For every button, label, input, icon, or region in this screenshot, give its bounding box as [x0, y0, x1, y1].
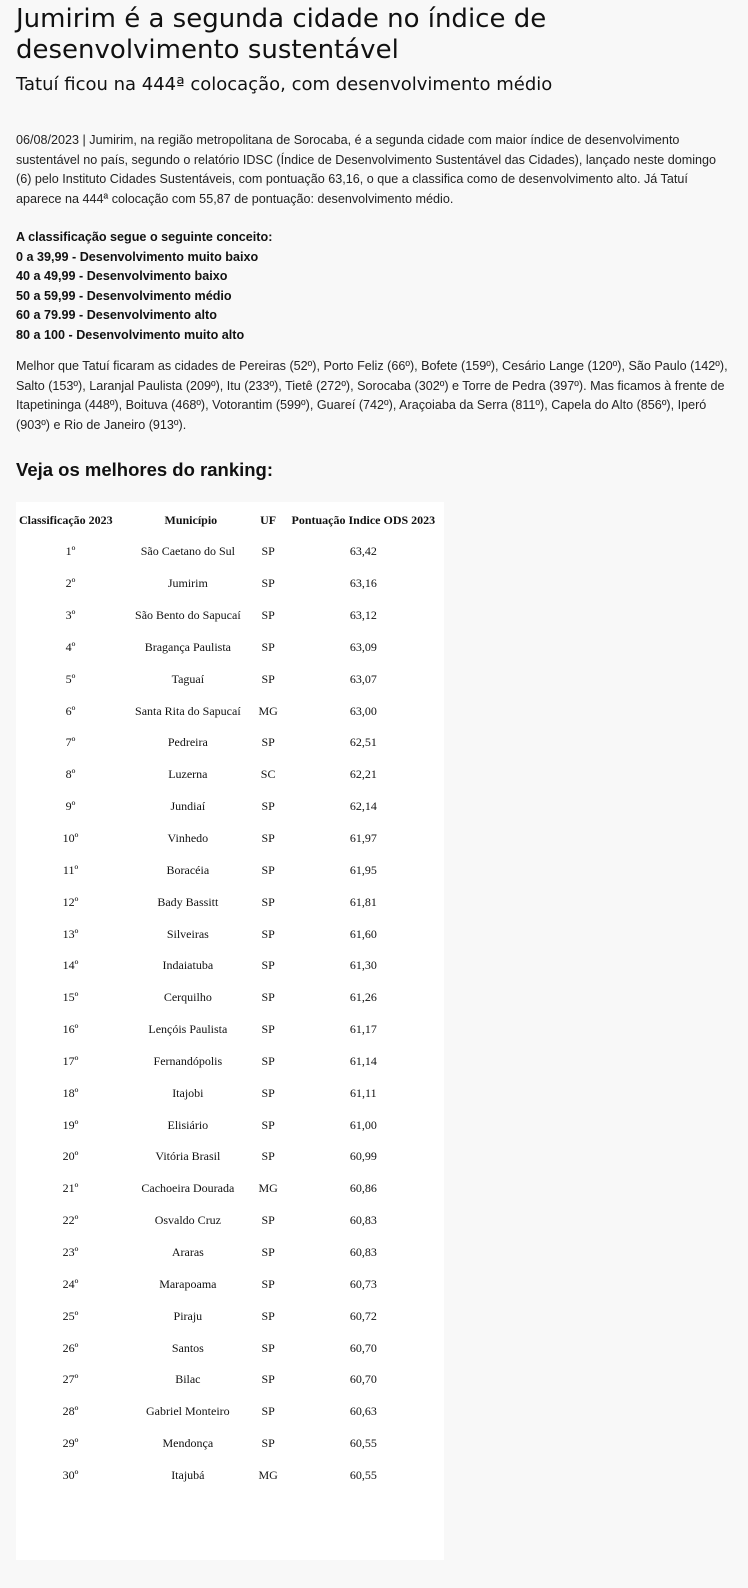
cell-score: 61,95 [349, 862, 377, 877]
table-row [19, 1205, 444, 1237]
cell-uf: MG [258, 1181, 278, 1196]
cell-municipio: Gabriel Monteiro [146, 1404, 230, 1419]
cell-score: 60,86 [349, 1181, 377, 1196]
cell-municipio: Lençóis Paulista [148, 1022, 228, 1037]
cell-score: 63,16 [349, 576, 377, 591]
cell-uf: SC [260, 767, 276, 782]
cell-rank: 30º [62, 1467, 79, 1482]
cell-uf: SP [261, 1022, 275, 1037]
classification-list [16, 228, 730, 345]
cell-rank: 8º [65, 767, 76, 782]
cell-uf: SP [261, 926, 275, 941]
cell-rank: 28º [62, 1404, 79, 1419]
cell-uf: SP [261, 799, 275, 814]
table-row [19, 982, 444, 1014]
cell-uf: SP [261, 990, 275, 1005]
cell-uf: SP [261, 1117, 275, 1132]
cell-municipio: Vitória Brasil [155, 1149, 221, 1164]
cell-score: 60,99 [349, 1149, 377, 1164]
cell-municipio: Bragança Paulista [144, 639, 231, 654]
cell-rank: 11º [62, 862, 79, 877]
cell-score: 60,83 [349, 1213, 377, 1228]
cell-municipio: Piraju [173, 1308, 203, 1323]
article-subtitle: Tatuí ficou na 444ª colocação, com desenvolvimento médio [16, 74, 553, 95]
cell-score: 61,17 [349, 1022, 377, 1037]
ranking-title: Veja os melhores do ranking: [16, 459, 274, 480]
table-row [19, 791, 444, 823]
cell-score: 60,55 [349, 1467, 377, 1482]
header-uf: UF [260, 512, 277, 527]
cell-rank: 13º [62, 926, 79, 941]
classification-item: 40 a 49,99 - Desenvolvimento baixo [16, 269, 228, 283]
cell-score: 63,09 [349, 639, 377, 654]
cell-uf: SP [261, 1436, 275, 1451]
header-classificacao: Classificação 2023 [19, 512, 113, 527]
table-row [19, 950, 444, 982]
cell-score: 62,14 [349, 799, 377, 814]
cell-rank: 17º [62, 1053, 79, 1068]
cell-uf: SP [261, 1404, 275, 1419]
classification-heading: A classificação segue o seguinte conceito: [16, 230, 273, 244]
cell-score: 62,21 [349, 767, 377, 782]
cell-rank: 19º [62, 1117, 79, 1132]
table-row [19, 823, 444, 855]
table-row [19, 536, 444, 568]
cell-municipio: Indaiatuba [162, 958, 214, 973]
table-row [19, 663, 444, 695]
cell-uf: SP [261, 1085, 275, 1100]
classification-item: 0 a 39,99 - Desenvolvimento muito baixo [16, 249, 259, 264]
cell-uf: SP [261, 1276, 275, 1291]
cell-municipio: Bilac [175, 1372, 201, 1387]
classification-item: 60 a 79.99 - Desenvolvimento alto [16, 308, 217, 322]
cell-uf: SP [261, 1244, 275, 1259]
cell-rank: 15º [62, 990, 79, 1005]
cell-uf: SP [261, 735, 275, 750]
article-headline: Jumirim é a segunda cidade no índice de desenvolvimento sustentável [16, 4, 547, 65]
cell-uf: SP [261, 671, 275, 686]
table-row [19, 854, 444, 886]
table-row [19, 1332, 444, 1364]
table-row [19, 695, 444, 727]
cell-municipio: Silveiras [166, 926, 209, 941]
cell-score: 62,51 [349, 735, 377, 750]
cell-score: 61,14 [349, 1053, 377, 1068]
cell-municipio: Jumirim [167, 576, 208, 591]
table-row [19, 1109, 444, 1141]
cell-uf: SP [261, 894, 275, 909]
header-municipio: Município [164, 512, 218, 527]
cell-rank: 29º [62, 1436, 79, 1451]
cell-score: 63,00 [349, 703, 377, 718]
cell-uf: SP [261, 608, 275, 623]
cell-score: 63,42 [349, 544, 377, 559]
cell-score: 61,30 [349, 958, 377, 973]
cell-score: 61,97 [349, 831, 377, 846]
cell-uf: SP [261, 1308, 275, 1323]
table-row [19, 1141, 444, 1173]
table-row [19, 1396, 444, 1428]
cell-municipio: Taguaí [171, 671, 205, 686]
cell-municipio: Osvaldo Cruz [154, 1213, 222, 1228]
cell-score: 60,63 [349, 1404, 377, 1419]
cell-uf: SP [261, 576, 275, 591]
cell-municipio: Cerquilho [163, 990, 212, 1005]
cell-score: 60,70 [349, 1372, 377, 1387]
cell-municipio: Itajobi [172, 1085, 204, 1100]
cell-municipio: Boracéia [166, 862, 210, 877]
classification-item: 80 a 100 - Desenvolvimento muito alto [16, 327, 245, 342]
cell-municipio: Luzerna [168, 767, 208, 782]
cell-rank: 2º [65, 576, 76, 591]
cell-rank: 10º [62, 831, 79, 846]
cell-rank: 6º [65, 703, 76, 718]
table-row [19, 1046, 444, 1078]
cell-score: 63,07 [349, 671, 377, 686]
cell-rank: 25º [62, 1308, 79, 1323]
table-header-row [19, 504, 444, 536]
cell-rank: 4º [65, 639, 76, 654]
table-row [19, 1459, 444, 1491]
table-row [19, 1300, 444, 1332]
table-row [19, 727, 444, 759]
cell-municipio: São Bento do Sapucaí [135, 608, 241, 623]
cell-uf: SP [261, 544, 275, 559]
cell-rank: 23º [62, 1244, 79, 1259]
table-row [19, 600, 444, 632]
cell-municipio: Bady Bassitt [157, 894, 219, 909]
cell-uf: SP [261, 1053, 275, 1068]
cell-rank: 26º [62, 1340, 79, 1355]
cell-municipio: Cachoeira Dourada [141, 1181, 235, 1196]
table-row [19, 1268, 444, 1300]
cell-uf: MG [258, 1467, 278, 1482]
cell-municipio: Mendonça [162, 1436, 214, 1451]
cell-rank: 5º [65, 671, 76, 686]
cell-municipio: Fernandópolis [153, 1053, 223, 1068]
cell-rank: 14º [62, 958, 79, 973]
cell-rank: 12º [62, 894, 79, 909]
table-row [19, 759, 444, 791]
table-row [19, 1173, 444, 1205]
cell-score: 60,73 [349, 1276, 377, 1291]
cell-municipio: Itajubá [171, 1467, 205, 1482]
cell-municipio: Elisiário [167, 1117, 209, 1132]
cell-score: 60,70 [349, 1340, 377, 1355]
ranking-table-card [16, 502, 444, 1560]
table-row [19, 632, 444, 664]
table-row [19, 1237, 444, 1269]
cell-rank: 22º [62, 1213, 79, 1228]
cell-score: 61,26 [349, 990, 377, 1005]
cell-score: 60,72 [349, 1308, 377, 1323]
cell-municipio: São Caetano do Sul [140, 544, 236, 559]
cell-score: 61,60 [349, 926, 377, 941]
cell-municipio: Santa Rita do Sapucaí [135, 703, 241, 718]
cell-municipio: Santos [171, 1340, 204, 1355]
table-row [19, 1428, 444, 1460]
cell-score: 60,55 [349, 1436, 377, 1451]
cell-uf: SP [261, 1372, 275, 1387]
ranking-table-body [19, 536, 444, 1491]
cell-rank: 24º [62, 1276, 79, 1291]
cell-rank: 1º [65, 544, 76, 559]
comparison-paragraph: Melhor que Tatuí ficaram as cidades de Pereiras (52º), Porto Feliz (66º), Bofete (159º), Cesário Lange (120º), São Paulo (142º), Salto (153º), Laranjal Paulista (209º), Itu (233º), Tietê (272º), Sorocaba (302º) e Torre de Pedra (397º). Mas ficamos à frente de Itapetininga (448º), Boituva (468º), Votorantim (599º), Guareí (742º), Araçoiaba da Serra (811º), Capela do Alto (856º), Iperó (903º) e Rio de Janeiro (913º). [16, 359, 728, 432]
cell-rank: 16º [62, 1022, 79, 1037]
cell-rank: 9º [65, 799, 76, 814]
cell-rank: 7º [65, 735, 76, 750]
cell-uf: SP [261, 831, 275, 846]
cell-municipio: Vinhedo [167, 831, 209, 846]
classification-item: 50 a 59,99 - Desenvolvimento médio [16, 288, 232, 303]
table-row [19, 1014, 444, 1046]
cell-score: 61,00 [349, 1117, 377, 1132]
cell-uf: SP [261, 862, 275, 877]
cell-municipio: Pedreira [167, 735, 208, 750]
table-row [19, 886, 444, 918]
cell-uf: SP [261, 1149, 275, 1164]
cell-uf: SP [261, 1340, 275, 1355]
cell-uf: SP [261, 958, 275, 973]
cell-rank: 3º [65, 608, 76, 623]
ranking-table [19, 504, 444, 1491]
cell-rank: 21º [62, 1181, 79, 1196]
intro-paragraph: 06/08/2023 | Jumirim, na região metropolitana de Sorocaba, é a segunda cidade com maior índice de desenvolvimento sustentável no país, segundo o relatório IDSC (Índice de Desenvolvimento Sustentável das Cidades), lançado neste domingo (6) pelo Instituto Cidades Sustentáveis, com pontuação 63,16, o que a classifica como de desenvolvimento alto. Já Tatuí aparece na 444ª colocação com 55,87 de pontuação: desenvolvimento médio. [16, 133, 717, 206]
cell-rank: 27º [62, 1372, 79, 1387]
cell-uf: MG [258, 703, 278, 718]
cell-score: 63,12 [349, 608, 377, 623]
table-row [19, 568, 444, 600]
table-row [19, 1364, 444, 1396]
cell-score: 61,81 [349, 894, 377, 909]
header-pontuacao: Pontuação Indice ODS 2023 [291, 512, 436, 527]
cell-rank: 20º [62, 1149, 79, 1164]
table-row [19, 918, 444, 950]
table-row [19, 1077, 444, 1109]
cell-score: 61,11 [350, 1085, 377, 1100]
cell-score: 60,83 [349, 1244, 377, 1259]
cell-uf: SP [261, 1213, 275, 1228]
cell-municipio: Jundiaí [170, 799, 206, 814]
cell-uf: SP [261, 639, 275, 654]
cell-municipio: Araras [171, 1244, 204, 1259]
cell-municipio: Marapoama [159, 1276, 217, 1291]
cell-rank: 18º [62, 1085, 79, 1100]
